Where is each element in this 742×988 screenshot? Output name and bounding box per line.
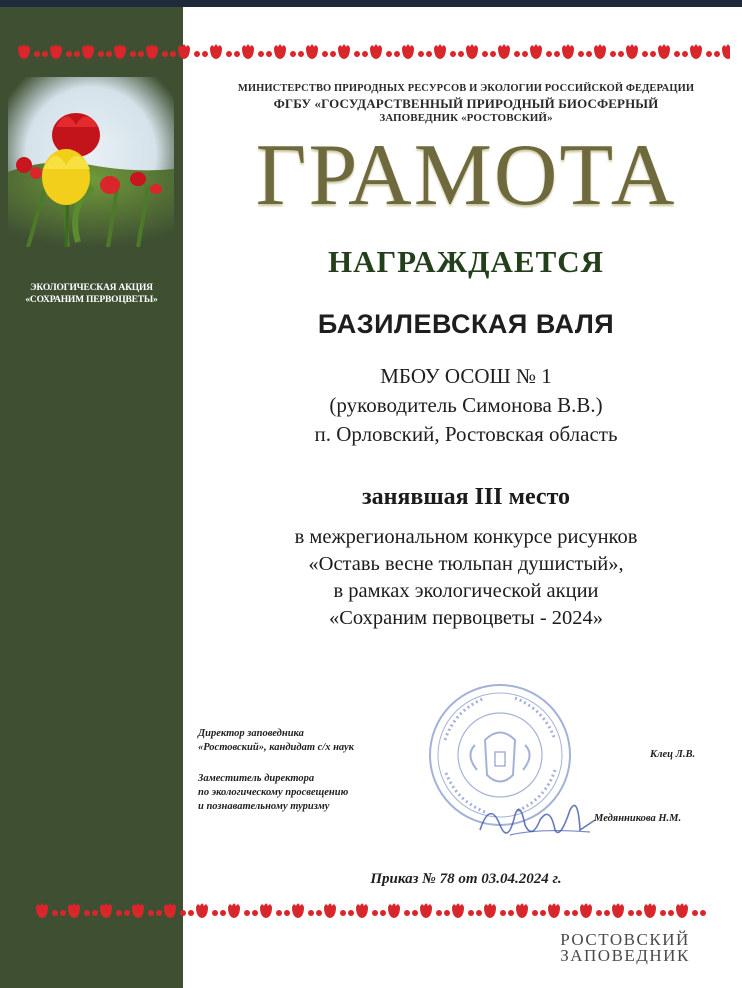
- tulip-glyph: [644, 904, 656, 919]
- order-reference: Приказ № 78 от 03.04.2024 г.: [370, 871, 562, 887]
- tulip-glyph: [372, 910, 378, 916]
- tulip-glyph: [676, 904, 688, 919]
- tulip-glyph: [354, 51, 360, 57]
- tulip-glyph: [668, 910, 674, 916]
- tulip-glyph: [692, 910, 698, 916]
- contest-line-4: «Сохраним первоцветы - 2024»: [328, 607, 604, 629]
- tulip-glyph: [322, 51, 328, 57]
- reserve-logo: [545, 932, 705, 964]
- tulip-glyph: [298, 51, 304, 57]
- tulip-row-top: [14, 40, 730, 62]
- tulip-glyph: [68, 904, 80, 919]
- tulip-glyph: [682, 51, 688, 57]
- tulip-glyph: [324, 904, 336, 919]
- tulip-glyph: [338, 45, 350, 60]
- tulip-glyph: [234, 51, 240, 57]
- tulip-glyph: [18, 45, 30, 60]
- tulip-glyph: [436, 910, 442, 916]
- tulip-glyph: [212, 910, 218, 916]
- tulip-glyph: [100, 904, 112, 919]
- logo-line-1: РОСТОВСКИЙ: [560, 930, 690, 949]
- tulip-border-top: [14, 40, 730, 62]
- tulip-glyph: [60, 910, 66, 916]
- tulip-glyph: [386, 51, 392, 57]
- tulip-glyph: [210, 45, 222, 60]
- tulip-glyph: [244, 910, 250, 916]
- tulip-glyph: [66, 51, 72, 57]
- tulip-glyph: [610, 51, 616, 57]
- tulip-glyph: [660, 910, 666, 916]
- tulip-glyph: [162, 51, 168, 57]
- tulip-glyph: [564, 910, 570, 916]
- tulip-glyph: [580, 904, 592, 919]
- tulip-glyph: [402, 45, 414, 60]
- tulip-glyph: [508, 910, 514, 916]
- tulip-row-bottom: [32, 899, 710, 921]
- tulip-glyph: [52, 910, 58, 916]
- logo-line-2: ЗАПОВЕДНИК: [560, 946, 690, 965]
- tulip-glyph: [404, 910, 410, 916]
- tulip-glyph: [540, 910, 546, 916]
- document-title: ГРАМОТА: [255, 127, 677, 224]
- tulip-glyph: [636, 910, 642, 916]
- tulip-glyph: [412, 910, 418, 916]
- recipient-name: БАЗИЛЕВСКАЯ ВАЛЯ: [317, 309, 615, 339]
- tulip-glyph: [42, 51, 48, 57]
- supervisor-name: (руководитель Симонова В.В.): [329, 393, 603, 417]
- tulip-glyph: [138, 51, 144, 57]
- tulip-glyph: [650, 51, 656, 57]
- tulip-glyph: [98, 51, 104, 57]
- tulip-glyph: [418, 51, 424, 57]
- tulip-glyph: [658, 45, 670, 60]
- tulip-glyph: [468, 910, 474, 916]
- deputy-title-line-3: и познавательному туризму: [198, 801, 330, 812]
- tulip-glyph: [548, 904, 560, 919]
- tulip-glyph: [34, 51, 40, 57]
- tulip-glyph: [572, 910, 578, 916]
- deputy-title: [198, 772, 348, 814]
- tulip-glyph: [380, 910, 386, 916]
- organization-line-2: ЗАПОВЕДНИК «РОСТОВСКИЙ»: [379, 112, 553, 124]
- tulip-glyph: [594, 45, 606, 60]
- issuer-header: [190, 81, 742, 126]
- tulip-glyph: [596, 910, 602, 916]
- tulip-glyph: [434, 45, 446, 60]
- tulip-glyph: [484, 904, 496, 919]
- tulip-glyph: [50, 45, 62, 60]
- tulip-glyph: [180, 910, 186, 916]
- tulip-glyph: [148, 910, 154, 916]
- tulip-glyph: [700, 910, 706, 916]
- tulip-glyph: [116, 910, 122, 916]
- sidebar-panel: [0, 7, 183, 988]
- tulip-glyph: [292, 904, 304, 919]
- tulip-glyph: [426, 51, 432, 57]
- tulip-glyph: [394, 51, 400, 57]
- tulip-glyph: [626, 45, 638, 60]
- tulip-glyph: [546, 51, 552, 57]
- tulip-glyph: [306, 45, 318, 60]
- tulip-glyph: [290, 51, 296, 57]
- school-name: МБОУ ОСОШ № 1: [380, 364, 552, 388]
- tulip-glyph: [260, 904, 272, 919]
- tulip-glyph: [266, 51, 272, 57]
- top-edge-bar: [0, 0, 742, 7]
- tulip-glyph: [196, 904, 208, 919]
- recipient-details: [190, 362, 742, 449]
- tulip-glyph: [490, 51, 496, 57]
- contest-description: [190, 524, 742, 632]
- tulip-glyph: [452, 904, 464, 919]
- ministry-line: МИНИСТЕРСТВО ПРИРОДНЫХ РЕСУРСОВ И ЭКОЛОГИИ РОССИЙСКОЙ ФЕДЕРАЦИИ: [237, 83, 695, 94]
- tulip-glyph: [164, 904, 176, 919]
- director-title: [198, 727, 354, 755]
- sidebar-caption: [0, 282, 183, 306]
- tulip-glyph: [226, 51, 232, 57]
- tulip-glyph: [642, 51, 648, 57]
- tulip-glyph: [706, 51, 712, 57]
- tulip-glyph: [308, 910, 314, 916]
- tulip-glyph: [722, 45, 730, 60]
- tulip-glyph: [612, 904, 624, 919]
- tulip-glyph: [450, 51, 456, 57]
- tulip-glyph: [522, 51, 528, 57]
- deputy-title-line-1: Заместитель директора: [198, 773, 315, 784]
- contest-line-1: в межрегиональном конкурсе рисунков: [294, 526, 638, 548]
- tulip-glyph: [444, 910, 450, 916]
- handwritten-signature: [470, 790, 610, 850]
- tulip-glyph: [92, 910, 98, 916]
- director-name: Клец Л.В.: [650, 749, 696, 760]
- tulip-glyph: [178, 45, 190, 60]
- tulip-glyph: [188, 910, 194, 916]
- tulip-glyph: [258, 51, 264, 57]
- tulip-glyph: [220, 910, 226, 916]
- tulip-glyph: [530, 45, 542, 60]
- deputy-name: Медянникова Н.М.: [594, 813, 682, 824]
- tulip-glyph: [674, 51, 680, 57]
- tulip-glyph: [586, 51, 592, 57]
- tulip-glyph: [514, 51, 520, 57]
- tulip-glyph: [420, 904, 432, 919]
- tulip-glyph: [388, 904, 400, 919]
- organization-line-1: ФГБУ «ГОСУДАРСТВЕННЫЙ ПРИРОДНЫЙ БИОСФЕРНЫЙ: [273, 96, 659, 111]
- tulip-border-bottom: [32, 899, 710, 921]
- tulip-glyph: [130, 51, 136, 57]
- tulip-glyph: [114, 45, 126, 60]
- tulip-glyph: [146, 45, 158, 60]
- tulip-glyph: [276, 910, 282, 916]
- tulip-glyph: [690, 45, 702, 60]
- tulip-glyph: [124, 910, 130, 916]
- tulip-glyph: [36, 904, 48, 919]
- tulip-glyph: [482, 51, 488, 57]
- tulip-glyph: [330, 51, 336, 57]
- tulip-glyph: [242, 45, 254, 60]
- tulip-glyph: [532, 910, 538, 916]
- tulip-glyph: [82, 45, 94, 60]
- awarded-heading: НАГРАЖДАЕТСЯ: [327, 244, 605, 279]
- tulip-glyph: [340, 910, 346, 916]
- recipient-location: п. Орловский, Ростовская область: [314, 422, 618, 446]
- tulip-glyph: [84, 910, 90, 916]
- contest-line-2: «Оставь весне тюльпан душистый»,: [308, 553, 624, 575]
- tulip-glyph: [156, 910, 162, 916]
- tulip-glyph: [500, 910, 506, 916]
- tulip-glyph: [228, 904, 240, 919]
- tulip-photo: [8, 77, 174, 247]
- caption-line-2: «СОХРАНИМ ПЕРВОЦВЕТЫ»: [25, 295, 158, 305]
- tulip-glyph: [362, 51, 368, 57]
- tulip-glyph: [316, 910, 322, 916]
- tulip-glyph: [194, 51, 200, 57]
- tulip-glyph: [170, 51, 176, 57]
- achievement-place: занявшая III место: [361, 484, 571, 510]
- tulip-glyph: [554, 51, 560, 57]
- tulip-glyph: [562, 45, 574, 60]
- tulip-glyph: [202, 51, 208, 57]
- tulip-glyph: [516, 904, 528, 919]
- tulip-glyph: [578, 51, 584, 57]
- tulip-glyph: [348, 910, 354, 916]
- tulip-glyph: [466, 45, 478, 60]
- tulip-glyph: [628, 910, 634, 916]
- tulip-glyph: [356, 904, 368, 919]
- director-title-line-1: Директор заповедника: [198, 728, 304, 739]
- tulip-glyph: [252, 910, 258, 916]
- contest-line-3: в рамках экологической акции: [333, 580, 599, 602]
- tulip-glyph: [370, 45, 382, 60]
- tulip-glyph: [74, 51, 80, 57]
- caption-line-1: ЭКОЛОГИЧЕСКАЯ АКЦИЯ: [30, 283, 153, 293]
- tulip-glyph: [106, 51, 112, 57]
- director-title-line-2: «Ростовский», кандидат с/х наук: [198, 742, 355, 753]
- tulip-glyph: [284, 910, 290, 916]
- tulip-glyph: [274, 45, 286, 60]
- tulip-glyph: [132, 904, 144, 919]
- tulip-glyph: [618, 51, 624, 57]
- tulip-glyph: [604, 910, 610, 916]
- tulip-glyph: [498, 45, 510, 60]
- tulip-glyph: [476, 910, 482, 916]
- tulip-glyph: [714, 51, 720, 57]
- deputy-title-line-2: по экологическому просвещению: [198, 787, 349, 798]
- tulip-glyph: [458, 51, 464, 57]
